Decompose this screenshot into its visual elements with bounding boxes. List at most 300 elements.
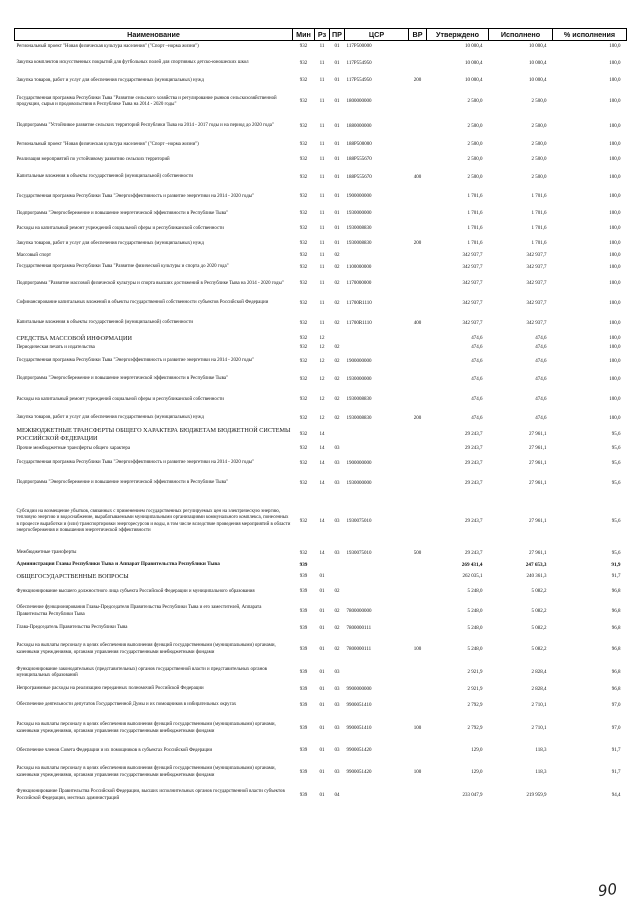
row-vr bbox=[409, 138, 427, 153]
row-vr bbox=[409, 207, 427, 222]
table-row bbox=[15, 455, 627, 473]
row-pr: 02 bbox=[334, 253, 340, 258]
row-percent: 100,0 bbox=[609, 253, 621, 258]
row-percent: 91,7 bbox=[611, 769, 621, 775]
row-name: ОБЩЕГОСУДАРСТВЕННЫЕ ВОПРОСЫ bbox=[16, 572, 129, 580]
row-pr: 02 bbox=[334, 415, 340, 421]
row-pr: 02 bbox=[334, 608, 340, 614]
row-vr: 200 bbox=[413, 78, 422, 83]
table-row bbox=[15, 261, 627, 275]
row-min: 939 bbox=[299, 573, 308, 579]
row-approved: 342 937,7 bbox=[462, 281, 483, 286]
table-row bbox=[15, 371, 627, 389]
table-row bbox=[15, 495, 627, 549]
table-row bbox=[15, 697, 627, 715]
header-vr: ВР bbox=[409, 29, 427, 41]
row-executed: 10 000,4 bbox=[529, 78, 547, 83]
table-row bbox=[15, 664, 627, 683]
row-name: Закупка товаров, работ и услуг для обеспечения государственных (муниципальных) нужд bbox=[16, 240, 204, 246]
row-vr bbox=[409, 261, 427, 275]
row-approved: 129,0 bbox=[471, 769, 483, 775]
row-executed: 474,6 bbox=[535, 345, 547, 350]
row-csr: 1930008830 bbox=[346, 415, 372, 421]
row-min: 932 bbox=[299, 446, 308, 451]
row-percent: 91,9 bbox=[611, 561, 621, 568]
row-min: 932 bbox=[299, 78, 308, 83]
row-name: Подпрограмма "Развитие массовой физической культуры и спорта высших достижений в Республике Тыва на 2014 - 2020 годы" bbox=[16, 280, 284, 286]
row-csr bbox=[345, 344, 409, 353]
row-vr bbox=[409, 188, 427, 207]
row-executed: 1 701,6 bbox=[531, 194, 547, 199]
row-name: Расходы на выплаты персоналу в целях обеспечения выполнения функций государственными (муниципальными) органами, казенными учреждениями, органами управления государственными внебюджетными фондами bbox=[16, 766, 276, 778]
row-pr bbox=[330, 559, 345, 571]
row-name: Массовый спорт bbox=[16, 252, 51, 258]
row-name: Расходы на выплаты персоналу в целях обеспечения выполнения функций государственными (муниципальными) органами, казенными учреждениями, органами управления государственными внебюджетными фондами bbox=[16, 643, 276, 655]
row-approved: 474,6 bbox=[471, 335, 483, 341]
row-approved: 474,6 bbox=[471, 358, 483, 364]
row-csr: 1900000000 bbox=[346, 358, 372, 364]
row-executed: 219 959,9 bbox=[526, 792, 547, 798]
table-row bbox=[15, 549, 627, 559]
row-name: Функционирование Правительства Российской Федерации, высших исполнительных органов государственной власти субъектов Российской Федерации, местных администраций bbox=[16, 789, 285, 801]
row-executed: 2 828,4 bbox=[531, 670, 547, 675]
row-vr bbox=[409, 786, 427, 806]
row-pr: 03 bbox=[334, 550, 340, 556]
row-pr: 03 bbox=[334, 702, 340, 708]
row-vr: 400 bbox=[413, 174, 422, 180]
row-executed: 5 082,2 bbox=[531, 625, 547, 631]
row-csr bbox=[345, 571, 409, 583]
row-vr: 500 bbox=[413, 550, 422, 556]
header-name: Наименование bbox=[15, 29, 293, 41]
row-vr bbox=[409, 344, 427, 353]
row-vr bbox=[409, 602, 427, 622]
row-min: 932 bbox=[299, 253, 308, 258]
row-vr: 100 bbox=[413, 646, 422, 652]
row-executed: 342 937,7 bbox=[526, 300, 547, 306]
row-percent: 96,8 bbox=[611, 646, 621, 652]
row-executed: 342 937,7 bbox=[526, 253, 547, 258]
row-csr: 9900051410 bbox=[346, 702, 372, 708]
table-row bbox=[15, 237, 627, 252]
row-vr bbox=[409, 41, 427, 54]
row-approved: 342 937,7 bbox=[462, 264, 483, 270]
row-csr: 9900000000 bbox=[346, 686, 372, 692]
row-percent: 100,0 bbox=[609, 376, 621, 382]
row-csr: 7800000000 bbox=[346, 608, 372, 614]
row-rz: 11 bbox=[319, 211, 325, 216]
row-min: 932 bbox=[299, 550, 308, 556]
row-vr: 200 bbox=[413, 241, 422, 246]
row-rz: 11 bbox=[319, 194, 325, 199]
row-executed: 474,6 bbox=[535, 415, 547, 421]
row-pr: 01 bbox=[334, 174, 340, 180]
row-pr: 02 bbox=[334, 345, 340, 350]
row-min: 932 bbox=[299, 335, 308, 341]
row-min: 939 bbox=[299, 608, 308, 614]
row-min: 932 bbox=[299, 44, 308, 50]
row-executed: 2 710,1 bbox=[531, 702, 547, 708]
row-pr: 03 bbox=[334, 670, 340, 675]
row-percent: 96,8 bbox=[611, 686, 621, 692]
row-csr: 1930000000 bbox=[346, 376, 372, 382]
row-vr bbox=[409, 571, 427, 583]
row-percent: 96,8 bbox=[611, 625, 621, 631]
row-min: 932 bbox=[299, 518, 308, 524]
row-vr bbox=[409, 89, 427, 116]
row-executed: 27 961,1 bbox=[529, 518, 547, 524]
row-rz: 12 bbox=[319, 415, 325, 421]
row-approved: 2 500,0 bbox=[467, 123, 483, 129]
table-row bbox=[15, 275, 627, 294]
row-executed: 118,3 bbox=[535, 769, 547, 775]
row-min: 932 bbox=[299, 300, 308, 306]
row-csr bbox=[345, 426, 409, 444]
row-min: 932 bbox=[299, 281, 308, 286]
row-rz: 14 bbox=[319, 431, 325, 437]
row-executed: 342 937,7 bbox=[526, 281, 547, 286]
row-rz: 01 bbox=[319, 608, 325, 614]
row-min: 932 bbox=[299, 397, 308, 402]
row-percent: 100,0 bbox=[609, 174, 621, 180]
row-approved: 269 431,4 bbox=[461, 561, 483, 568]
row-pr: 01 bbox=[334, 241, 340, 246]
row-min: 932 bbox=[299, 157, 308, 162]
row-name: Региональный проект "Новая физическая культура населения" ("Спорт –норма жизни") bbox=[16, 44, 199, 50]
table-row bbox=[15, 138, 627, 153]
row-name: Непрограммные расходы на реализацию переданных полномочий Российской Федерации bbox=[16, 686, 204, 692]
row-percent: 100,0 bbox=[609, 211, 621, 216]
row-rz: 11 bbox=[319, 320, 325, 326]
row-percent: 97,0 bbox=[611, 702, 621, 708]
row-rz: 11 bbox=[319, 157, 325, 162]
row-rz: 11 bbox=[319, 253, 325, 258]
row-vr bbox=[409, 153, 427, 168]
row-approved: 1 701,6 bbox=[467, 241, 483, 246]
row-percent: 97,0 bbox=[611, 725, 621, 731]
row-csr bbox=[345, 252, 409, 261]
row-csr: 117P500000 bbox=[346, 44, 372, 50]
row-percent: 100,0 bbox=[609, 397, 621, 402]
row-pr: 01 bbox=[334, 157, 340, 162]
row-percent: 94,4 bbox=[611, 792, 621, 798]
table-row bbox=[15, 207, 627, 222]
row-pr: 02 bbox=[334, 264, 340, 270]
row-rz: 11 bbox=[319, 99, 325, 104]
header-percent: % исполнения bbox=[553, 29, 627, 41]
table-header-row bbox=[15, 29, 627, 41]
row-approved: 5 248,0 bbox=[467, 589, 483, 594]
row-rz: 12 bbox=[319, 335, 325, 341]
row-name: Расходы на выплаты персоналу в целях обеспечения выполнения функций государственными (муниципальными) органами, казенными учреждениями, органами управления государственными внебюджетными фондами bbox=[16, 722, 276, 734]
row-approved: 10 000,4 bbox=[465, 60, 483, 66]
row-name: Подпрограмма "Энергосбережение и повышение энергетической эффективности в Республике Тыва" bbox=[16, 480, 228, 486]
row-name: СРЕДСТВА МАССОВОЙ ИНФОРМАЦИИ bbox=[16, 334, 132, 342]
table-row bbox=[15, 188, 627, 207]
row-rz: 14 bbox=[319, 518, 325, 524]
table-row bbox=[15, 116, 627, 138]
row-csr: 11700R1110 bbox=[346, 320, 372, 326]
table-row bbox=[15, 222, 627, 237]
budget-table bbox=[14, 28, 627, 806]
table-row bbox=[15, 760, 627, 786]
header-pr: ПР bbox=[330, 29, 345, 41]
row-min: 932 bbox=[299, 123, 308, 129]
table-row bbox=[15, 54, 627, 74]
header-csr: ЦСР bbox=[345, 29, 409, 41]
row-percent: 100,0 bbox=[609, 44, 621, 50]
row-percent: 96,8 bbox=[611, 589, 621, 594]
row-pr: 03 bbox=[334, 460, 340, 466]
row-approved: 1 701,6 bbox=[467, 194, 483, 199]
row-percent: 100,0 bbox=[609, 415, 621, 421]
row-min: 932 bbox=[299, 320, 308, 326]
row-vr bbox=[409, 294, 427, 314]
row-csr: 1930000000 bbox=[346, 480, 372, 486]
row-min: 932 bbox=[299, 415, 308, 421]
row-vr bbox=[409, 559, 427, 571]
row-rz: 01 bbox=[319, 646, 325, 652]
row-min: 939 bbox=[299, 670, 308, 675]
row-rz: 11 bbox=[319, 142, 325, 147]
row-pr: 03 bbox=[334, 686, 340, 692]
row-csr: 9900051420 bbox=[346, 748, 372, 753]
row-csr bbox=[345, 583, 409, 602]
table-row bbox=[15, 389, 627, 412]
row-min: 932 bbox=[299, 60, 308, 66]
row-rz: 11 bbox=[319, 60, 325, 66]
row-pr: 01 bbox=[334, 44, 340, 50]
row-approved: 5 248,0 bbox=[467, 646, 483, 652]
row-vr bbox=[409, 252, 427, 261]
row-min: 939 bbox=[299, 646, 308, 652]
row-name: Функционирование законодательных (представительных) органов государственной власти и представительных органов муниципальных образований bbox=[16, 666, 267, 678]
row-executed: 2 500,0 bbox=[531, 157, 547, 162]
row-rz: 14 bbox=[319, 550, 325, 556]
row-percent: 100,0 bbox=[609, 142, 621, 147]
row-percent: 100,0 bbox=[609, 300, 621, 306]
row-rz: 14 bbox=[319, 460, 325, 466]
row-percent: 95,6 bbox=[611, 446, 621, 451]
row-pr: 03 bbox=[334, 518, 340, 524]
row-executed: 2 500,0 bbox=[531, 142, 547, 147]
row-pr: 01 bbox=[334, 123, 340, 129]
row-min: 932 bbox=[299, 194, 308, 199]
row-executed: 27 961,1 bbox=[529, 460, 547, 466]
row-vr bbox=[409, 353, 427, 371]
row-executed: 10 000,4 bbox=[529, 60, 547, 66]
row-percent: 100,0 bbox=[609, 320, 621, 326]
header-approved: Утверждено bbox=[427, 29, 489, 41]
row-min: 932 bbox=[299, 480, 308, 486]
row-csr: 1800000000 bbox=[346, 99, 372, 104]
row-pr: 03 bbox=[334, 446, 340, 451]
row-pr: 01 bbox=[334, 60, 340, 66]
row-min: 939 bbox=[299, 792, 308, 798]
row-percent: 95,6 bbox=[611, 550, 621, 556]
row-approved: 29 243,7 bbox=[465, 460, 483, 466]
row-min: 939 bbox=[299, 561, 308, 568]
row-vr bbox=[409, 697, 427, 715]
row-min: 932 bbox=[299, 345, 308, 350]
row-pr: 02 bbox=[334, 376, 340, 382]
row-approved: 29 243,7 bbox=[465, 550, 483, 556]
row-approved: 342 937,7 bbox=[462, 320, 483, 326]
row-pr: 03 bbox=[334, 480, 340, 486]
row-rz: 01 bbox=[319, 670, 325, 675]
row-executed: 1 701,6 bbox=[531, 241, 547, 246]
row-name: Функционирование высшего должностного лица субъекта Российской Федерации и муниципального образования bbox=[16, 588, 255, 594]
table-row bbox=[15, 583, 627, 602]
row-rz: 12 bbox=[319, 376, 325, 382]
row-name: Закупка комплектов искусственных покрытий для футбольных полей для спортивных детско-юношеских школ bbox=[16, 60, 249, 66]
row-name: Субсидии на возмещение убытков, связанных с применением государственных регулируемых цен на электрическую энергию, тепловую энергию и водоснабжение, вырабатываемыми муниципальными организациями коммунального комплекса, понесенных в процессе выработки и (или) транспортировки энергоресурсов и воды, в том числе вследствие проведения мероприятий в области энергосбережения и повышения энергетической эффективности bbox=[16, 509, 291, 533]
row-name: Закупка товаров, работ и услуг для обеспечения государственных (муниципальных) нужд bbox=[16, 77, 204, 83]
row-vr: 400 bbox=[413, 320, 422, 326]
row-executed: 27 961,1 bbox=[529, 446, 547, 451]
row-csr: 1930000000 bbox=[346, 211, 372, 216]
row-vr: 200 bbox=[413, 415, 422, 421]
row-name: Реализация мероприятий по устойчивому развитию сельских территорий bbox=[16, 156, 170, 162]
row-rz: 01 bbox=[319, 769, 325, 775]
row-csr: 1100000000 bbox=[346, 264, 372, 270]
header-rz: Рз bbox=[315, 29, 330, 41]
row-percent: 100,0 bbox=[609, 241, 621, 246]
row-executed: 2 500,0 bbox=[531, 99, 547, 104]
row-approved: 5 248,0 bbox=[467, 608, 483, 614]
row-rz: 11 bbox=[319, 174, 325, 180]
row-approved: 1 701,6 bbox=[467, 211, 483, 216]
row-csr: 1900000000 bbox=[346, 460, 372, 466]
row-csr: 188P500000 bbox=[346, 142, 372, 147]
row-name: Капитальные вложения в объекты государственной (муниципальной) собственности bbox=[16, 174, 193, 180]
row-vr bbox=[409, 622, 427, 636]
row-csr: 188P555670 bbox=[346, 174, 372, 180]
row-approved: 233 047,9 bbox=[462, 792, 483, 798]
row-name: Подпрограмма "Энергосбережение и повышение энергетической эффективности в Республике Тыва" bbox=[16, 376, 228, 382]
row-percent: 95,6 bbox=[611, 431, 621, 437]
row-approved: 474,6 bbox=[471, 415, 483, 421]
row-csr bbox=[345, 786, 409, 806]
row-approved: 342 937,7 bbox=[462, 300, 483, 306]
row-min: 932 bbox=[299, 264, 308, 270]
row-percent: 100,0 bbox=[609, 123, 621, 129]
table-row bbox=[15, 74, 627, 89]
row-pr bbox=[330, 571, 345, 583]
row-approved: 10 000,4 bbox=[465, 78, 483, 83]
row-percent: 100,0 bbox=[609, 335, 621, 341]
row-min: 932 bbox=[299, 226, 308, 231]
row-min: 932 bbox=[299, 358, 308, 364]
row-rz bbox=[315, 559, 330, 571]
row-executed: 5 082,2 bbox=[531, 646, 547, 652]
row-name: Прочие межбюджетные трансферты общего характера bbox=[16, 445, 130, 451]
row-executed: 5 082,2 bbox=[531, 589, 547, 594]
table-row bbox=[15, 294, 627, 314]
row-pr: 02 bbox=[334, 300, 340, 306]
row-rz: 11 bbox=[319, 281, 325, 286]
row-csr: 1930075010 bbox=[346, 550, 372, 556]
row-name: Государственная программа Республики Тыва "Энергоэффективность и развитие энергетики на 2014 - 2020 годы" bbox=[16, 193, 254, 199]
row-name: Софинансирование капитальных вложений в объекты государственной собственности субъектов Российской Федерации bbox=[16, 300, 269, 306]
row-name: Государственная программа Республики Тыва "Энергоэффективность и развитие энергетики на 2014 - 2020 годы" bbox=[16, 358, 254, 364]
row-min: 932 bbox=[299, 241, 308, 246]
table-row bbox=[15, 473, 627, 495]
row-approved: 129,0 bbox=[471, 748, 483, 753]
row-vr bbox=[409, 743, 427, 760]
row-name: Капитальные вложения в объекты государственной (муниципальной) собственности bbox=[16, 320, 193, 326]
row-vr bbox=[409, 495, 427, 549]
row-csr: 1900000000 bbox=[346, 194, 372, 199]
table-row bbox=[15, 334, 627, 344]
row-csr: 117P554950 bbox=[346, 60, 372, 66]
row-rz: 11 bbox=[319, 300, 325, 306]
row-vr bbox=[409, 222, 427, 237]
row-executed: 240 361,3 bbox=[526, 573, 547, 579]
row-vr bbox=[409, 54, 427, 74]
row-rz: 01 bbox=[319, 589, 325, 594]
row-vr bbox=[409, 371, 427, 389]
row-approved: 29 243,7 bbox=[465, 446, 483, 451]
row-name: Обеспечение членов Совета Федерации и их помощников в субъектах Российской Федерации bbox=[16, 747, 213, 753]
row-min: 939 bbox=[299, 702, 308, 708]
row-vr bbox=[409, 444, 427, 455]
table-row bbox=[15, 89, 627, 116]
row-pr: 01 bbox=[334, 142, 340, 147]
row-name: Государственная программа Республики Тыва "Энергоэффективность и развитие энергетики на 2014 - 2020 годы" bbox=[16, 460, 254, 466]
table-row bbox=[15, 602, 627, 622]
table-row bbox=[15, 444, 627, 455]
row-pr: 01 bbox=[334, 78, 340, 83]
row-rz: 11 bbox=[319, 78, 325, 83]
row-pr: 01 bbox=[334, 194, 340, 199]
row-name: Государственная программа Республики Тыва "Развитие сельского хозяйства и регулирование рынков сельскохозяйственной продукции, сырья и продовольствия в Республике Тыва на 2014 - 2020 годы" bbox=[16, 95, 277, 107]
row-rz: 01 bbox=[319, 702, 325, 708]
row-approved: 474,6 bbox=[471, 345, 483, 350]
row-name: Межбюджетные трансферты bbox=[16, 550, 77, 556]
row-approved: 262 035,1 bbox=[462, 573, 483, 579]
row-percent: 95,6 bbox=[611, 460, 621, 466]
row-percent: 100,0 bbox=[609, 157, 621, 162]
row-approved: 2 921,9 bbox=[467, 686, 483, 692]
row-name: Глава-Председатель Правительства Республики Тыва bbox=[16, 625, 128, 631]
row-vr bbox=[409, 275, 427, 294]
row-vr bbox=[409, 334, 427, 344]
row-approved: 10 000,4 bbox=[465, 44, 483, 50]
row-percent: 91,7 bbox=[611, 573, 621, 579]
row-vr bbox=[409, 473, 427, 495]
row-percent: 100,0 bbox=[609, 78, 621, 83]
row-min: 932 bbox=[299, 431, 308, 437]
row-percent: 100,0 bbox=[609, 264, 621, 270]
row-approved: 2 792,9 bbox=[467, 725, 483, 731]
row-rz: 01 bbox=[319, 725, 325, 731]
row-percent: 96,8 bbox=[611, 608, 621, 614]
row-executed: 342 937,7 bbox=[526, 264, 547, 270]
row-min: 939 bbox=[299, 725, 308, 731]
row-vr bbox=[409, 683, 427, 697]
row-min: 932 bbox=[299, 174, 308, 180]
table-body bbox=[15, 41, 627, 806]
row-approved: 29 243,7 bbox=[465, 480, 483, 486]
row-name: Расходы на капитальный ремонт учреждений социальной сферы и республиканской собственности bbox=[16, 396, 224, 402]
row-percent: 95,6 bbox=[611, 518, 621, 524]
row-rz: 01 bbox=[319, 573, 325, 579]
row-csr: 1930008830 bbox=[346, 226, 372, 231]
row-approved: 2 500,0 bbox=[467, 142, 483, 147]
row-pr: 03 bbox=[334, 769, 340, 775]
table-row bbox=[15, 683, 627, 697]
